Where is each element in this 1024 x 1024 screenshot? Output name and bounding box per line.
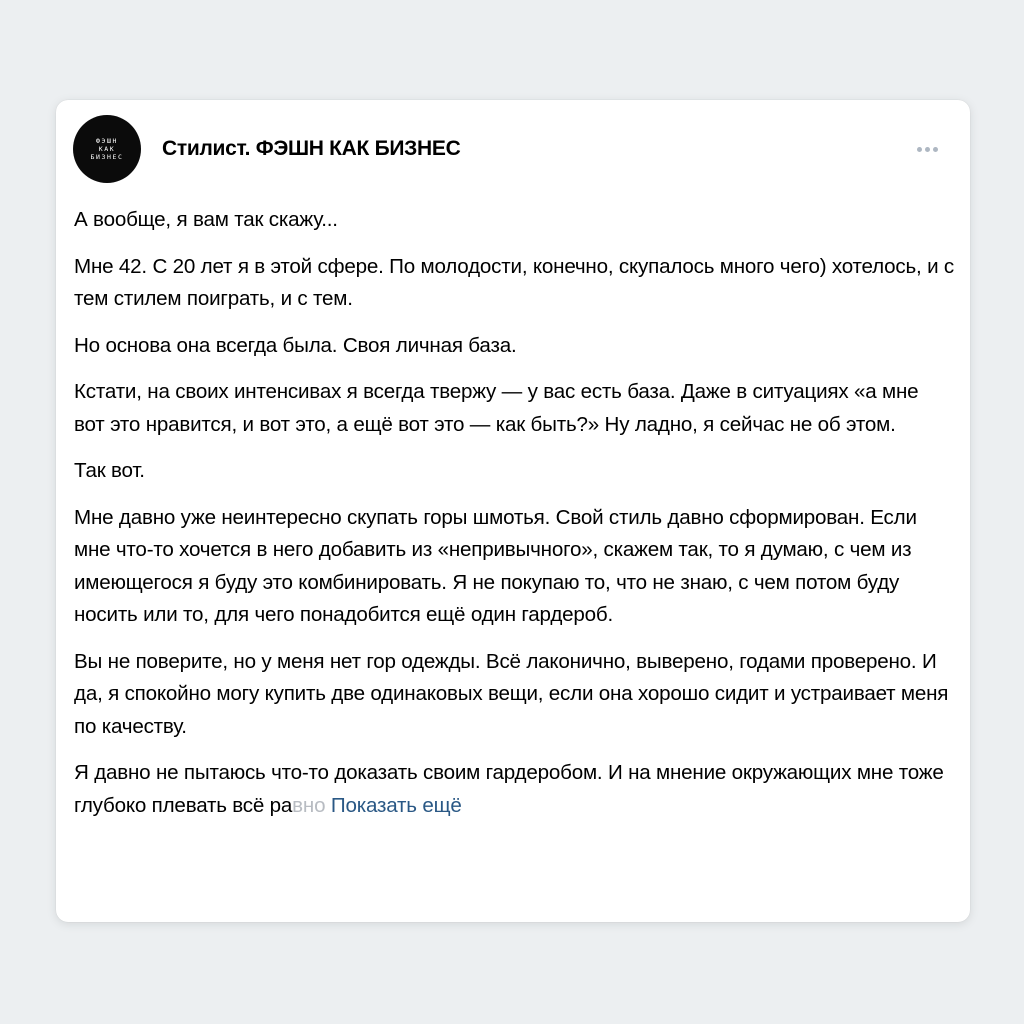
post-paragraph: Мне 42. С 20 лет я в этой сфере. По молодости, конечно, скупалось много чего) хотелось, и с тем стилем поиграть, и с тем.	[74, 254, 955, 310]
avatar-text-line-3: БИЗНЕС	[90, 153, 124, 161]
post-header	[73, 114, 944, 184]
author-name[interactable]: Стилист. ФЭШН КАК БИЗНЕС	[162, 137, 461, 160]
avatar-text-line-1: ФЭШН	[95, 137, 119, 145]
post-paragraph: Мне давно уже неинтересно скупать горы шмотья. Свой стиль давно сформирован. Если мне что-то хочется в него добавить из «непривычного», скажем так, то я думаю, с чем из имеющегося я буду это комбинировать. Я не покупаю то, что не знаю, с чем потом буду носить или то, для чего понадобится ещё один гардероб.	[74, 505, 917, 626]
post-paragraph: Вы не поверите, но у меня нет гор одежды. Всё лаконично, выверено, годами проверено. И да, я спокойно могу купить две одинаковых вещи, если она хорошо сидит и устраивает меня по качеству.	[74, 649, 949, 738]
more-horizontal-icon[interactable]	[911, 141, 944, 158]
post-card	[56, 100, 970, 922]
show-more-link[interactable]: Показать ещё	[330, 793, 462, 817]
post-text	[74, 204, 954, 836]
avatar[interactable]	[73, 115, 141, 183]
post-paragraph: Но основа она всегда была. Своя личная база.	[74, 333, 517, 357]
post-paragraph: Кстати, на своих интенсивах я всегда твержу — у вас есть база. Даже в ситуациях «а мне вот это нравится, и вот это, а ещё вот это — как быть?» Ну ладно, я сейчас не об этом.	[74, 380, 919, 436]
post-paragraph-text: Я давно не пытаюсь что-то доказать своим гардеробом. И на мнение окружающих мне тоже глубоко плевать всё ра	[74, 761, 944, 817]
post-paragraph: Так вот.	[74, 459, 145, 482]
avatar-text-line-2: КАК	[98, 145, 116, 153]
post-paragraph-truncated	[74, 757, 954, 822]
post-paragraph: А вообще, я вам так скажу...	[74, 208, 338, 231]
faded-text: вно	[292, 793, 326, 817]
